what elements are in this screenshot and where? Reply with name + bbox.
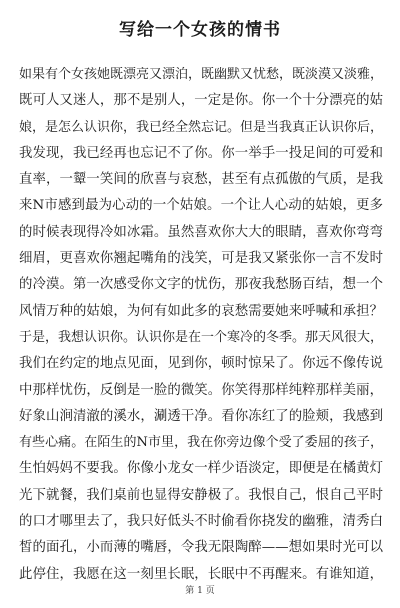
body-line: 来N市感到最为心动的一个姑娘。一个让人心动的姑娘，更多	[19, 198, 383, 214]
document-body	[19, 62, 383, 588]
body-line: 的冷漠。第一次感受你文字的忧伤，那夜我愁肠百结，想一个	[19, 277, 383, 293]
body-line: 风情万种的姑娘，为何有如此多的哀愁需要她来呼喊和承担？	[19, 303, 383, 319]
body-line: 好象山涧清澈的溪水，涮透干净。看你冻红了的脸颊，我感到	[19, 408, 383, 424]
body-line: 我发现，我已经再也忘记不了你。你一举手一投足间的可爱和	[19, 145, 383, 161]
body-line: 细眉，更喜欢你翘起嘴角的浅笑，可是我又紧张你一言不发时	[19, 251, 383, 267]
page-number: 第 1 页	[185, 586, 215, 596]
body-line: 直率，一颦一笑间的欣喜与哀愁，甚至有点孤傲的气质，是我	[19, 172, 383, 188]
body-line: 我们在约定的地点见面，见到你，顿时惊呆了。你远不像传说	[19, 356, 383, 372]
body-line: 于是，我想认识你。认识你是在一个寒冷的冬季。那天风很大，	[19, 329, 383, 345]
body-line: 生怕妈妈不要我。你像小龙女一样少语淡定，即便是在橘黄灯	[19, 461, 383, 477]
body-line: 光下就餐，我们桌前也显得安静极了。我恨自己，恨自己平时	[19, 487, 383, 503]
body-line: 此停住，我愿在这一刻里长眠，长眠中不再醒来。有谁知道，	[19, 566, 383, 582]
body-line: 如果有个女孩她既漂亮又漂泊，既幽默又忧愁，既淡漠又淡雅，	[19, 67, 383, 82]
document-title: 写给一个女孩的情书	[119, 20, 281, 40]
body-line: 的时候表现得冷如冰霜。虽然喜欢你大大的眼睛，喜欢你弯弯	[19, 224, 383, 240]
body-line: 既可人又迷人，那不是别人，一定是你。你一个十分漂亮的姑	[19, 93, 383, 109]
body-line: 中那样忧伤，反倒是一脸的微笑。你笑得那样纯粹那样美丽，	[19, 382, 383, 398]
body-line: 有些心痛。在陌生的N市里，我在你旁边像个受了委屈的孩子，	[19, 435, 383, 451]
body-line: 娘，是怎么认识你，我已经全然忘记。但是当我真正认识你后，	[19, 119, 383, 135]
body-line: 皙的面孔，小而薄的嘴唇，令我无限陶醉——想如果时光可以	[19, 540, 383, 556]
body-line: 的口才哪里去了，我只好低头不时偷看你挠发的幽雅，清秀白	[19, 514, 383, 530]
